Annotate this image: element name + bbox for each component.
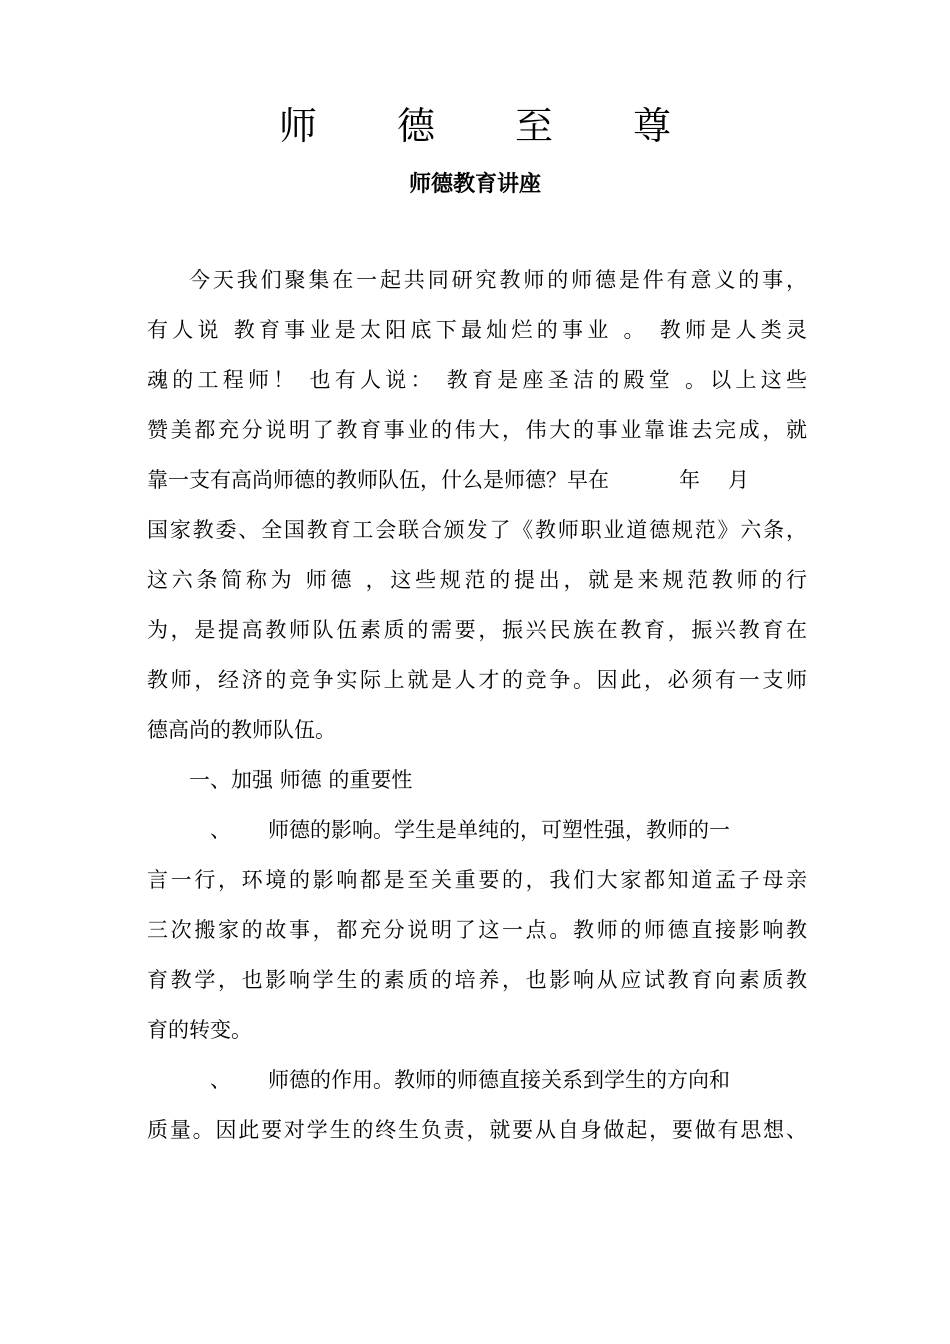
paragraph-line: 为，是提高教师队伍素质的需要，振兴民族在教育，振兴教育在: [147, 618, 807, 642]
item-number: 、: [210, 1068, 231, 1092]
document-subtitle: 师德教育讲座: [408, 172, 541, 197]
paragraph-text: 靠一支有高尚师德的教师队伍，什么是师德？早在: [147, 468, 609, 492]
list-item-line: [210, 1062, 807, 1098]
section-heading: 一、加强 师德 的重要性: [189, 768, 413, 792]
paragraph-line: 质量。因此要对学生的终生负责，就要从自身做起，要做有思想、: [147, 1118, 807, 1142]
paragraph-line: 言一行，环境的影响都是至关重要的，我们大家都知道孟子母亲: [147, 868, 807, 892]
paragraph-line: 教师，经济的竞争实际上就是人才的竞争。因此，必须有一支师: [147, 668, 807, 692]
paragraph-line: 国家教委、全国教育工会联合颁发了《教师职业道德规范》六条，: [147, 518, 807, 542]
paragraph-line: 今天我们聚集在一起共同研究教师的师德是件有意义的事，: [189, 268, 807, 292]
paragraph-line: 育教学，也影响学生的素质的培养，也影响从应试教育向素质教: [147, 968, 807, 992]
paragraph-line: 有人说 教育事业是太阳底下最灿烂的事业 。 教师是人类灵: [147, 318, 807, 342]
paragraph-line: 德高尚的教师队伍。: [147, 718, 336, 742]
paragraph-line: 三次搬家的故事，都充分说明了这一点。教师的师德直接影响教: [147, 918, 807, 942]
year-label: 年: [679, 468, 700, 492]
paragraph-line: [147, 462, 807, 498]
item-text: 师德的作用。教师的师德直接关系到学生的方向和: [268, 1068, 730, 1092]
item-text: 师德的影响。学生是单纯的，可塑性强，教师的一: [268, 818, 730, 842]
paragraph-line: 育的转变。: [147, 1018, 252, 1042]
paragraph-line: 这六条简称为 师德 ，这些规范的提出，就是来规范教师的行: [147, 568, 807, 592]
document-title: 师 德 至 尊: [278, 104, 706, 148]
paragraph-line: 赞美都充分说明了教育事业的伟大，伟大的事业靠谁去完成，就: [147, 418, 807, 442]
month-label: 月: [728, 468, 749, 492]
item-number: 、: [210, 818, 231, 842]
paragraph-line: 魂的工程师！ 也有人说： 教育是座圣洁的殿堂 。以上这些: [147, 368, 807, 392]
list-item-line: [210, 812, 807, 848]
